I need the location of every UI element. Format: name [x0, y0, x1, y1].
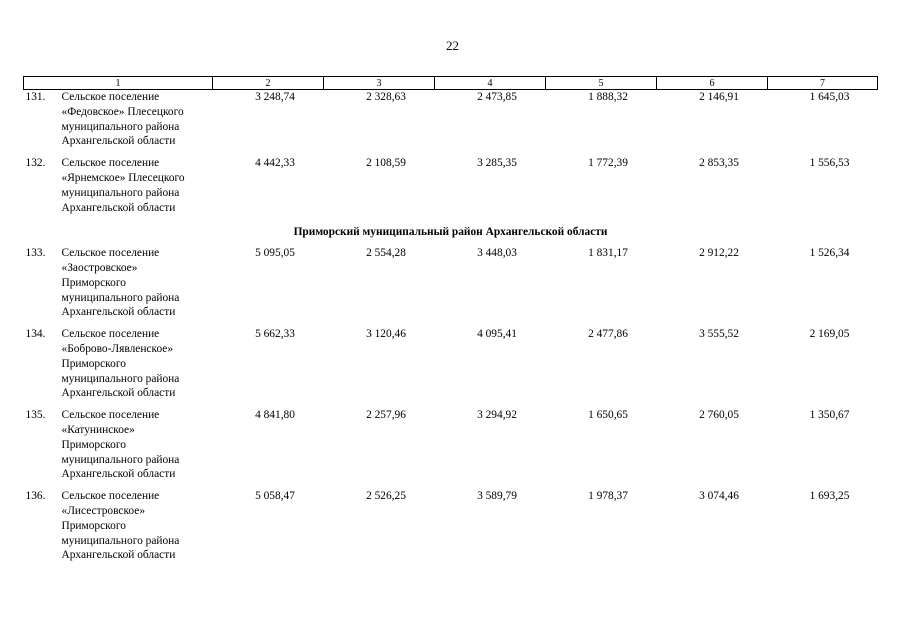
value-cell-6: 2 912,22: [699, 247, 739, 260]
value-cell-2: 5 662,33: [255, 328, 295, 341]
value-cell-6: 3 074,46: [699, 490, 739, 503]
value-cell-5: 1 978,37: [588, 490, 628, 503]
name-line: Архангельской области: [61, 468, 176, 481]
value-cell-5: 1 650,65: [588, 409, 628, 422]
table-body: [24, 90, 878, 571]
value-cell-5: 2 477,86: [588, 328, 628, 341]
settlement-cell: [24, 408, 213, 489]
page-number: 22: [446, 38, 459, 53]
value-cell-2: 4 841,80: [255, 409, 295, 422]
name-line: Архангельской области: [61, 135, 176, 148]
name-line: Архангельской области: [61, 387, 176, 400]
name-line: муниципального района: [61, 372, 180, 385]
table-row: [24, 90, 878, 157]
value-cell-6: 2 853,35: [699, 157, 739, 170]
name-line: «Федовское» Плесецкого: [61, 105, 184, 118]
row-number: 135.: [25, 409, 46, 422]
column-header-1: 1: [24, 77, 213, 90]
settlement-cell: [24, 327, 213, 408]
value-cell-2: 4 442,33: [255, 157, 295, 170]
column-header-5: 5: [546, 77, 657, 90]
name-line: «Боброво-Лявленское»: [61, 342, 174, 355]
value-cell-3: 3 120,46: [366, 328, 406, 341]
column-header-4: 4: [435, 77, 546, 90]
name-line: муниципального района: [61, 186, 180, 199]
settlement-name: [62, 489, 210, 563]
table-row: [24, 408, 878, 489]
name-line: Сельское поселение: [61, 247, 160, 260]
column-header-2: 2: [213, 77, 324, 90]
name-line: Архангельской области: [61, 306, 176, 319]
name-line: муниципального района: [61, 534, 180, 547]
name-line: Приморского: [61, 357, 126, 370]
value-cell-2: 5 095,05: [255, 247, 295, 260]
column-header-6: 6: [657, 77, 768, 90]
settlement-name: [62, 246, 210, 320]
value-cell-4: 2 473,85: [477, 91, 517, 103]
name-line: Сельское поселение: [61, 409, 160, 422]
section-heading-row: [24, 222, 878, 246]
table-row: [24, 246, 878, 327]
data-table: [23, 76, 878, 570]
value-cell-2: 5 058,47: [255, 490, 295, 503]
value-cell-6: 2 760,05: [699, 409, 739, 422]
value-cell-2: 3 248,74: [255, 91, 295, 103]
settlement-name: [62, 408, 210, 482]
name-line: Сельское поселение: [61, 91, 160, 103]
row-number: 132.: [25, 157, 46, 170]
section-heading: Приморский муниципальный район Архангельской области: [293, 226, 608, 239]
name-line: муниципального района: [61, 291, 180, 304]
value-cell-5: 1 888,32: [588, 91, 628, 103]
value-cell-3: 2 328,63: [366, 91, 406, 103]
name-line: «Катунинское»: [61, 423, 135, 436]
name-line: муниципального района: [61, 453, 180, 466]
value-cell-4: 4 095,41: [477, 328, 517, 341]
table-row: [24, 156, 878, 222]
name-line: Сельское поселение: [61, 328, 160, 341]
settlement-name: [62, 156, 210, 215]
settlement-cell: [24, 156, 213, 222]
name-line: «Заостровское»: [61, 261, 138, 274]
row-number: 131.: [25, 91, 46, 103]
value-cell-4: 3 589,79: [477, 490, 517, 503]
name-line: Приморского: [61, 276, 126, 289]
value-cell-3: 2 526,25: [366, 490, 406, 503]
settlement-cell: [24, 489, 213, 570]
settlement-name: [62, 327, 210, 401]
value-cell-7: 1 693,25: [809, 490, 850, 503]
column-header-3: 3: [324, 77, 435, 90]
value-cell-5: 1 772,39: [588, 157, 628, 170]
value-cell-7: 1 556,53: [809, 157, 850, 170]
value-cell-6: 2 146,91: [699, 91, 739, 103]
value-cell-4: 3 294,92: [477, 409, 517, 422]
row-number: 134.: [25, 328, 46, 341]
header-row: [24, 77, 878, 90]
name-line: «Лисестровское»: [61, 504, 146, 517]
settlement-cell: [24, 90, 213, 157]
name-line: Приморского: [61, 438, 126, 451]
name-line: Приморского: [61, 519, 126, 532]
value-cell-4: 3 448,03: [477, 247, 517, 260]
value-cell-3: 2 257,96: [366, 409, 406, 422]
settlement-cell: [24, 246, 213, 327]
settlement-name: [62, 90, 210, 149]
name-line: Сельское поселение: [61, 157, 160, 170]
value-cell-3: 2 554,28: [366, 247, 406, 260]
table-row: [24, 489, 878, 570]
name-line: Сельское поселение: [61, 490, 160, 503]
name-line: Архангельской области: [61, 201, 176, 214]
name-line: Архангельской области: [61, 549, 176, 562]
value-cell-7: 1 350,67: [809, 409, 850, 422]
value-cell-7: 1 645,03: [809, 91, 850, 103]
value-cell-7: 2 169,05: [809, 328, 850, 341]
value-cell-5: 1 831,17: [588, 247, 628, 260]
table-header: [24, 77, 878, 90]
row-number: 136.: [25, 490, 46, 503]
value-cell-7: 1 526,34: [809, 247, 850, 260]
value-cell-6: 3 555,52: [699, 328, 739, 341]
name-line: «Ярнемское» Плесецкого: [61, 171, 185, 184]
row-number: 133.: [25, 247, 46, 260]
value-cell-4: 3 285,35: [477, 157, 517, 170]
table-row: [24, 327, 878, 408]
value-cell-3: 2 108,59: [366, 157, 406, 170]
name-line: муниципального района: [61, 120, 180, 133]
column-header-7: 7: [768, 77, 878, 90]
